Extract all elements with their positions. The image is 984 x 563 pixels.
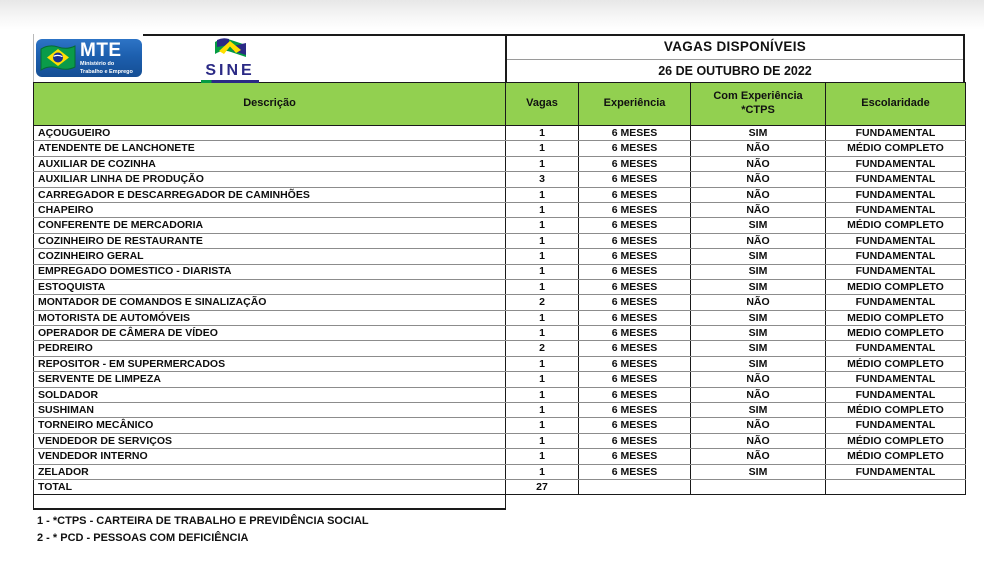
cell-com-experiencia-ctps: NÃO	[691, 233, 826, 248]
table-row	[34, 326, 966, 341]
table-row	[34, 172, 966, 187]
cell-escolaridade: FUNDAMENTAL	[826, 126, 966, 141]
cell-com-experiencia-ctps: NÃO	[691, 202, 826, 217]
title-box	[505, 34, 965, 82]
cell-experiencia: 6 MESES	[579, 403, 691, 418]
cell-escolaridade: MEDIO COMPLETO	[826, 279, 966, 294]
mte-text	[80, 41, 133, 75]
cell-descricao: MOTORISTA DE AUTOMÓVEIS	[34, 310, 506, 325]
cell-experiencia: 6 MESES	[579, 233, 691, 248]
cell-com-experiencia-ctps: SIM	[691, 341, 826, 356]
cell-escolaridade: FUNDAMENTAL	[826, 387, 966, 402]
cell-experiencia: 6 MESES	[579, 449, 691, 464]
cell-vagas: 1	[506, 310, 579, 325]
cell-descricao: CARREGADOR E DESCARREGADOR DE CAMINHÕES	[34, 187, 506, 202]
table-row	[34, 433, 966, 448]
table-row	[34, 403, 966, 418]
cell-vagas: 1	[506, 126, 579, 141]
column-header-com-experiencia-line2: *CTPS	[741, 104, 775, 116]
cell-escolaridade: FUNDAMENTAL	[826, 233, 966, 248]
cell-vagas: 1	[506, 356, 579, 371]
table-row	[34, 156, 966, 171]
cell-escolaridade: FUNDAMENTAL	[826, 202, 966, 217]
cell-com-experiencia-ctps: SIM	[691, 218, 826, 233]
cell-descricao: PEDREIRO	[34, 341, 506, 356]
cell-experiencia: 6 MESES	[579, 187, 691, 202]
table-body	[34, 126, 966, 495]
cell-experiencia: 6 MESES	[579, 218, 691, 233]
table-row	[34, 126, 966, 141]
cell-descricao: OPERADOR DE CÂMERA DE VÍDEO	[34, 326, 506, 341]
cell-descricao: MONTADOR DE COMANDOS E SINALIZAÇÃO	[34, 295, 506, 310]
footnotes	[33, 513, 965, 547]
cell-escolaridade: FUNDAMENTAL	[826, 341, 966, 356]
footnote-ctps: 1 - *CTPS - CARTEIRA DE TRABALHO E PREVIDÊNCIA SOCIAL	[37, 515, 369, 528]
brazil-flag-icon	[39, 42, 77, 74]
cell-vagas: 1	[506, 264, 579, 279]
cell-descricao: VENDEDOR INTERNO	[34, 449, 506, 464]
cell-vagas: 2	[506, 295, 579, 310]
table-row	[34, 202, 966, 217]
cell-com-experiencia-ctps: NÃO	[691, 418, 826, 433]
table-row-total	[34, 479, 966, 494]
cell-experiencia: 6 MESES	[579, 295, 691, 310]
cell-vagas: 27	[506, 479, 579, 494]
cell-vagas: 2	[506, 341, 579, 356]
cell-descricao: REPOSITOR - EM SUPERMERCADOS	[34, 356, 506, 371]
top-gradient-strip	[0, 0, 984, 30]
cell-vagas: 1	[506, 202, 579, 217]
cell-com-experiencia-ctps: SIM	[691, 264, 826, 279]
table-row	[34, 279, 966, 294]
cell-descricao: COZINHEIRO GERAL	[34, 249, 506, 264]
page-title: VAGAS DISPONÍVEIS	[507, 34, 963, 60]
cell-com-experiencia-ctps: SIM	[691, 310, 826, 325]
cell-vagas: 1	[506, 249, 579, 264]
cell-escolaridade: MEDIO COMPLETO	[826, 310, 966, 325]
cell-com-experiencia-ctps: NÃO	[691, 372, 826, 387]
cell-experiencia: 6 MESES	[579, 126, 691, 141]
table-row	[34, 387, 966, 402]
cell-experiencia: 6 MESES	[579, 372, 691, 387]
sine-flag-icon	[210, 36, 250, 63]
table-header	[34, 83, 966, 126]
cell-vagas: 1	[506, 141, 579, 156]
header-band	[33, 34, 965, 82]
cell-descricao: CONFERENTE DE MERCADORIA	[34, 218, 506, 233]
mte-subtitle-line2: Trabalho e Emprego	[80, 68, 133, 75]
table-row	[34, 449, 966, 464]
cell-com-experiencia-ctps: NÃO	[691, 295, 826, 310]
table-row	[34, 372, 966, 387]
footnote-pcd: 2 - * PCD - PESSOAS COM DEFICIÊNCIA	[37, 532, 249, 545]
cell-descricao: EMPREGADO DOMESTICO - DIARISTA	[34, 264, 506, 279]
cell-escolaridade: FUNDAMENTAL	[826, 372, 966, 387]
cell-vagas: 1	[506, 464, 579, 479]
vacancies-table	[33, 82, 966, 495]
table-row	[34, 418, 966, 433]
cell-escolaridade: MÉDIO COMPLETO	[826, 403, 966, 418]
sine-logo	[182, 36, 278, 83]
cell-descricao: CHAPEIRO	[34, 202, 506, 217]
cell-experiencia: 6 MESES	[579, 310, 691, 325]
cell-escolaridade: FUNDAMENTAL	[826, 249, 966, 264]
cell-com-experiencia-ctps: SIM	[691, 249, 826, 264]
cell-experiencia: 6 MESES	[579, 418, 691, 433]
table-row	[34, 233, 966, 248]
cell-experiencia: 6 MESES	[579, 356, 691, 371]
cell-escolaridade	[826, 479, 966, 494]
table-row	[34, 249, 966, 264]
cell-descricao: AUXILIAR DE COZINHA	[34, 156, 506, 171]
cell-experiencia: 6 MESES	[579, 264, 691, 279]
cell-vagas: 1	[506, 233, 579, 248]
cell-com-experiencia-ctps: SIM	[691, 403, 826, 418]
cell-experiencia: 6 MESES	[579, 279, 691, 294]
column-header-com-experiencia	[691, 83, 826, 126]
cell-escolaridade: MÉDIO COMPLETO	[826, 433, 966, 448]
cell-descricao: COZINHEIRO DE RESTAURANTE	[34, 233, 506, 248]
cell-com-experiencia-ctps: SIM	[691, 326, 826, 341]
cell-com-experiencia-ctps: NÃO	[691, 141, 826, 156]
cell-vagas: 3	[506, 172, 579, 187]
table-row	[34, 264, 966, 279]
table-row	[34, 141, 966, 156]
cell-descricao: SOLDADOR	[34, 387, 506, 402]
cell-vagas: 1	[506, 387, 579, 402]
table-row	[34, 464, 966, 479]
cell-escolaridade: MÉDIO COMPLETO	[826, 141, 966, 156]
cell-com-experiencia-ctps: NÃO	[691, 387, 826, 402]
cell-com-experiencia-ctps: NÃO	[691, 156, 826, 171]
cell-experiencia: 6 MESES	[579, 433, 691, 448]
cell-escolaridade: MEDIO COMPLETO	[826, 326, 966, 341]
cell-experiencia	[579, 479, 691, 494]
cell-com-experiencia-ctps: SIM	[691, 356, 826, 371]
cell-descricao: TORNEIRO MECÂNICO	[34, 418, 506, 433]
cell-experiencia: 6 MESES	[579, 249, 691, 264]
sine-name: SINE	[205, 62, 255, 79]
cell-experiencia: 6 MESES	[579, 464, 691, 479]
cell-escolaridade: MÉDIO COMPLETO	[826, 356, 966, 371]
cell-experiencia: 6 MESES	[579, 387, 691, 402]
cell-descricao: AÇOUGUEIRO	[34, 126, 506, 141]
cell-experiencia: 6 MESES	[579, 326, 691, 341]
page-date: 26 DE OUTUBRO DE 2022	[658, 64, 812, 78]
vacancies-sheet	[33, 34, 965, 547]
cell-escolaridade: FUNDAMENTAL	[826, 464, 966, 479]
table-row	[34, 310, 966, 325]
column-header-escolaridade: Escolaridade	[826, 83, 966, 126]
empty-tail-cell	[33, 495, 506, 510]
column-header-vagas: Vagas	[506, 83, 579, 126]
cell-vagas: 1	[506, 403, 579, 418]
cell-escolaridade: FUNDAMENTAL	[826, 295, 966, 310]
cell-descricao: VENDEDOR DE SERVIÇOS	[34, 433, 506, 448]
cell-vagas: 1	[506, 218, 579, 233]
column-header-experiencia: Experiência	[579, 83, 691, 126]
table-row	[34, 218, 966, 233]
cell-experiencia: 6 MESES	[579, 202, 691, 217]
cell-escolaridade: MÉDIO COMPLETO	[826, 218, 966, 233]
column-header-descricao: Descrição	[34, 83, 506, 126]
cell-descricao: ZELADOR	[34, 464, 506, 479]
cell-com-experiencia-ctps: SIM	[691, 279, 826, 294]
cell-descricao: TOTAL	[34, 479, 506, 494]
cell-vagas: 1	[506, 433, 579, 448]
cell-descricao: ESTOQUISTA	[34, 279, 506, 294]
cell-com-experiencia-ctps: NÃO	[691, 172, 826, 187]
cell-experiencia: 6 MESES	[579, 341, 691, 356]
cell-descricao: SERVENTE DE LIMPEZA	[34, 372, 506, 387]
cell-vagas: 1	[506, 187, 579, 202]
table-row	[34, 341, 966, 356]
cell-com-experiencia-ctps: NÃO	[691, 187, 826, 202]
cell-vagas: 1	[506, 279, 579, 294]
mte-logo	[36, 39, 142, 77]
cell-com-experiencia-ctps	[691, 479, 826, 494]
cell-experiencia: 6 MESES	[579, 156, 691, 171]
cell-vagas: 1	[506, 372, 579, 387]
cell-com-experiencia-ctps: SIM	[691, 464, 826, 479]
cell-escolaridade: FUNDAMENTAL	[826, 172, 966, 187]
table-row	[34, 356, 966, 371]
column-header-com-experiencia-line1: Com Experiência	[713, 90, 803, 103]
cell-descricao: AUXILIAR LINHA DE PRODUÇÃO	[34, 172, 506, 187]
cell-vagas: 1	[506, 326, 579, 341]
cell-vagas: 1	[506, 156, 579, 171]
cell-escolaridade: MÉDIO COMPLETO	[826, 449, 966, 464]
cell-experiencia: 6 MESES	[579, 172, 691, 187]
mte-subtitle-line1: Ministério do	[80, 61, 115, 68]
cell-escolaridade: FUNDAMENTAL	[826, 187, 966, 202]
table-row	[34, 295, 966, 310]
cell-escolaridade: FUNDAMENTAL	[826, 156, 966, 171]
cell-vagas: 1	[506, 418, 579, 433]
cell-descricao: SUSHIMAN	[34, 403, 506, 418]
cell-vagas: 1	[506, 449, 579, 464]
cell-com-experiencia-ctps: NÃO	[691, 433, 826, 448]
cell-com-experiencia-ctps: SIM	[691, 126, 826, 141]
sine-underline	[201, 80, 259, 83]
mte-acronym: MTE	[80, 40, 122, 62]
cell-descricao: ATENDENTE DE LANCHONETE	[34, 141, 506, 156]
logos-area	[33, 34, 505, 82]
table-row	[34, 187, 966, 202]
cell-escolaridade: FUNDAMENTAL	[826, 418, 966, 433]
cell-escolaridade: FUNDAMENTAL	[826, 264, 966, 279]
cell-experiencia: 6 MESES	[579, 141, 691, 156]
cell-com-experiencia-ctps: NÃO	[691, 449, 826, 464]
